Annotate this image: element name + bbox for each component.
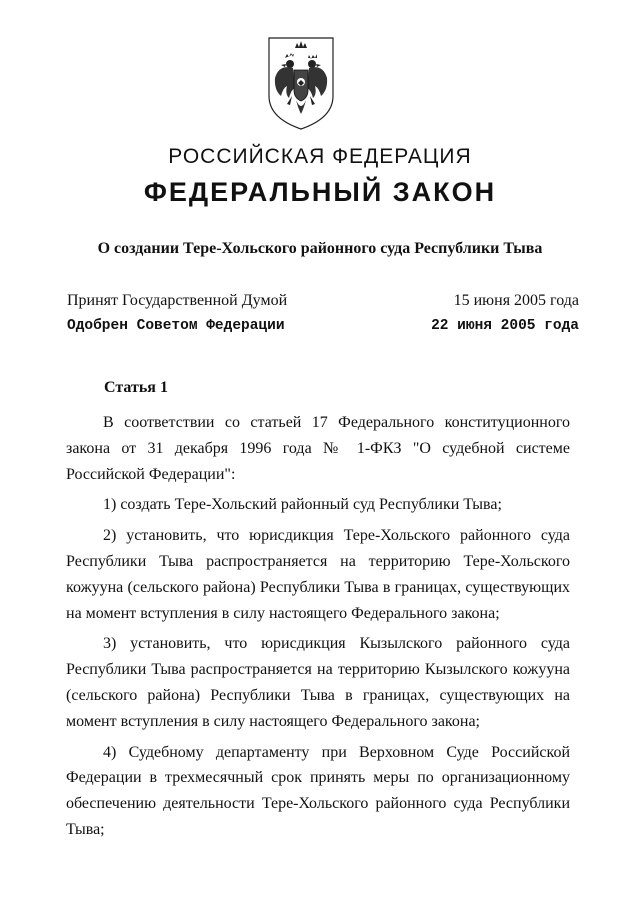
approval-line — [67, 318, 579, 334]
coat-of-arms-emblem — [265, 34, 337, 132]
adopted-date: 15 июня 2005 года — [453, 292, 579, 309]
approved-date: 22 июня 2005 года — [431, 318, 579, 334]
article-paragraph: В соответствии со статьей 17 Федерального конституционного закона от 31 декабря 1996 года № 1-ФКЗ "О судебной системе Российской Федерации": — [66, 414, 570, 483]
document-type-heading: ФЕДЕРАЛЬНЫЙ ЗАКОН — [143, 177, 497, 207]
article-paragraph: 2) установить, что юрисдикция Тере-Хольского районного суда Республики Тыва распространяется на территорию Тере-Хольского кожууна (сельского района) Республики Тыва в границах, существующих на момент вступления в силу настоящего Федерального закона; — [66, 527, 570, 622]
country-heading: РОССИЙСКАЯ ФЕДЕРАЦИЯ — [168, 145, 472, 168]
article-paragraph: 4) Судебному департаменту при Верховном Суде Российской Федерации в трехмесячный срок принять меры по организационному обеспечению деятельности Тере-Хольского районного суда Республики Тыва; — [66, 743, 570, 838]
approved-label: Одобрен Советом Федерации — [67, 318, 285, 334]
article-paragraph: 3) установить, что юрисдикция Кызылского районного суда Республики Тыва распространяется на территорию Кызылского кожууна (сельского района) Республики Тыва в границах, существующих на момент вступления в силу настоящего Федерального закона; — [66, 635, 570, 730]
article-body — [66, 410, 570, 848]
adopted-label: Принят Государственной Думой — [67, 292, 288, 309]
adoption-line — [67, 292, 579, 310]
article-paragraph: 1) создать Тере-Хольский районный суд Республики Тыва; — [103, 496, 502, 514]
double-headed-eagle-icon — [265, 34, 337, 132]
article-heading: Статья 1 — [104, 379, 168, 396]
law-title: О создании Тере-Хольского районного суда Республики Тыва — [97, 240, 543, 257]
